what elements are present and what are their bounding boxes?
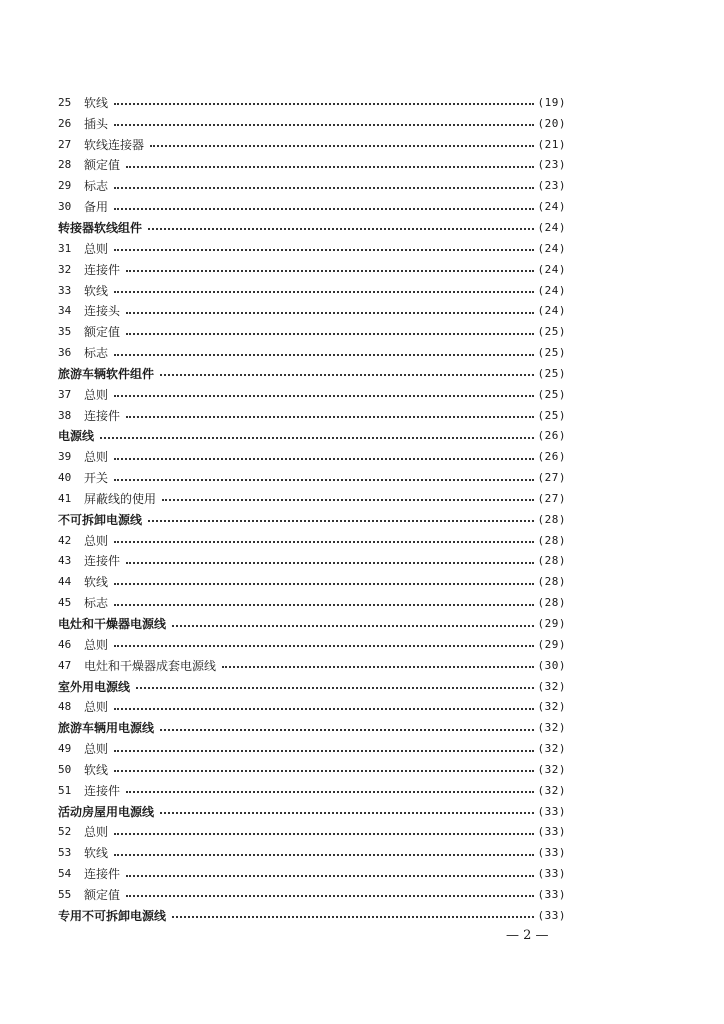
toc-entry-number: 25 xyxy=(58,95,72,109)
dot-leader xyxy=(222,666,533,668)
toc-entry-page: (24) xyxy=(537,304,566,318)
toc-entry-page: (33) xyxy=(537,825,566,839)
toc-entry-number: 44 xyxy=(58,575,72,589)
toc-entry xyxy=(58,384,566,405)
toc-section-heading xyxy=(58,717,566,738)
dot-leader xyxy=(136,687,533,689)
dot-leader xyxy=(114,854,533,856)
toc-entry-page: (26) xyxy=(537,429,566,443)
toc-entry xyxy=(58,446,566,467)
dot-leader xyxy=(114,770,533,772)
dot-leader xyxy=(114,187,533,189)
toc-entry-title: 软线 xyxy=(84,575,109,590)
dot-leader xyxy=(126,875,533,877)
toc-entry-title: 额定值 xyxy=(84,325,121,340)
dot-leader xyxy=(114,291,533,293)
toc-entry-title: 总则 xyxy=(84,241,109,256)
toc-entry-title: 备用 xyxy=(84,200,109,215)
toc-entry xyxy=(58,134,566,155)
dot-leader xyxy=(114,124,533,126)
toc-entry-title: 总则 xyxy=(84,637,109,652)
toc-entry xyxy=(58,634,566,655)
toc-entry-page: (28) xyxy=(537,554,566,568)
dot-leader xyxy=(126,270,533,272)
page-number: — 2 — xyxy=(506,928,549,943)
toc-entry-title: 连接件 xyxy=(84,867,121,882)
dot-leader xyxy=(126,562,533,564)
toc-entry-page: (23) xyxy=(537,179,566,193)
toc-entry-page: (29) xyxy=(537,637,566,651)
toc-entry-title: 电灶和干燥器成套电源线 xyxy=(84,658,217,673)
toc-entry xyxy=(58,113,566,134)
dot-leader xyxy=(126,416,533,418)
toc-entry-title: 连接头 xyxy=(84,304,121,319)
toc-section-heading xyxy=(58,217,566,238)
toc-entry-page: (24) xyxy=(537,262,566,276)
toc-entry-number: 51 xyxy=(58,783,72,797)
toc-entry xyxy=(58,571,566,592)
toc-entry-page: (28) xyxy=(537,596,566,610)
toc-entry-page: (19) xyxy=(537,95,566,109)
toc-entry-page: (33) xyxy=(537,867,566,881)
toc-entry-page: (33) xyxy=(537,887,566,901)
dot-leader xyxy=(114,750,533,752)
toc-entry-page: (26) xyxy=(537,450,566,464)
toc-entry-title: 额定值 xyxy=(84,887,121,902)
toc-entry-title: 总则 xyxy=(84,387,109,402)
toc-entry xyxy=(58,884,566,905)
toc-entry-number: 34 xyxy=(58,304,72,318)
toc-entry-title: 总则 xyxy=(84,825,109,840)
toc-entry-title: 标志 xyxy=(84,346,109,361)
dot-leader xyxy=(114,395,533,397)
dot-leader xyxy=(126,791,533,793)
toc-entry-page: (28) xyxy=(537,512,566,526)
toc-entry-number: 30 xyxy=(58,200,72,214)
toc-entry-number: 40 xyxy=(58,471,72,485)
toc-entry-title: 转接器软线组件 xyxy=(58,220,143,235)
toc-entry-number: 55 xyxy=(58,887,72,901)
table-of-contents xyxy=(58,92,566,926)
toc-entry-number: 28 xyxy=(58,158,72,172)
toc-entry-title: 电源线 xyxy=(58,429,95,444)
toc-entry xyxy=(58,300,566,321)
toc-entry-number: 39 xyxy=(58,450,72,464)
toc-entry-number: 35 xyxy=(58,325,72,339)
toc-entry-number: 50 xyxy=(58,762,72,776)
dot-leader xyxy=(114,103,533,105)
toc-section-heading xyxy=(58,676,566,697)
toc-entry-title: 总则 xyxy=(84,450,109,465)
dot-leader xyxy=(150,145,533,147)
toc-entry-title: 软线 xyxy=(84,846,109,861)
dot-leader xyxy=(114,645,533,647)
toc-entry-page: (27) xyxy=(537,471,566,485)
dot-leader xyxy=(172,916,533,918)
toc-entry-number: 32 xyxy=(58,262,72,276)
toc-entry-title: 活动房屋用电源线 xyxy=(58,804,155,819)
toc-entry-number: 45 xyxy=(58,596,72,610)
toc-entry-title: 软线 xyxy=(84,95,109,110)
toc-entry-page: (32) xyxy=(537,762,566,776)
dot-leader xyxy=(148,520,533,522)
toc-entry-number: 52 xyxy=(58,825,72,839)
dot-leader xyxy=(114,604,533,606)
toc-entry-title: 总则 xyxy=(84,700,109,715)
dot-leader xyxy=(126,166,533,168)
toc-entry-page: (33) xyxy=(537,846,566,860)
toc-entry-title: 连接件 xyxy=(84,262,121,277)
toc-entry-title: 额定值 xyxy=(84,158,121,173)
toc-entry xyxy=(58,551,566,572)
dot-leader xyxy=(114,833,533,835)
dot-leader xyxy=(114,354,533,356)
toc-entry xyxy=(58,759,566,780)
toc-entry-page: (32) xyxy=(537,742,566,756)
toc-entry-page: (25) xyxy=(537,387,566,401)
dot-leader xyxy=(160,812,533,814)
toc-entry-page: (24) xyxy=(537,220,566,234)
toc-entry-title: 连接件 xyxy=(84,783,121,798)
toc-entry-title: 室外用电源线 xyxy=(58,679,131,694)
dot-leader xyxy=(172,625,533,627)
toc-entry-page: (25) xyxy=(537,325,566,339)
toc-entry-title: 总则 xyxy=(84,533,109,548)
toc-entry-number: 42 xyxy=(58,533,72,547)
toc-entry-title: 旅游车辆用电源线 xyxy=(58,721,155,736)
toc-entry-page: (25) xyxy=(537,408,566,422)
toc-entry-title: 标志 xyxy=(84,596,109,611)
dot-leader xyxy=(114,249,533,251)
toc-entry xyxy=(58,342,566,363)
toc-entry xyxy=(58,738,566,759)
toc-entry-page: (32) xyxy=(537,783,566,797)
toc-entry-page: (21) xyxy=(537,137,566,151)
toc-section-heading xyxy=(58,801,566,822)
toc-entry-title: 不可拆卸电源线 xyxy=(58,512,143,527)
toc-entry-number: 49 xyxy=(58,742,72,756)
toc-entry-page: (24) xyxy=(537,283,566,297)
toc-entry-number: 33 xyxy=(58,283,72,297)
toc-section-heading xyxy=(58,613,566,634)
dot-leader xyxy=(160,729,533,731)
toc-entry-page: (27) xyxy=(537,491,566,505)
toc-entry-number: 31 xyxy=(58,241,72,255)
dot-leader xyxy=(114,583,533,585)
toc-entry-number: 43 xyxy=(58,554,72,568)
toc-entry-page: (32) xyxy=(537,700,566,714)
toc-entry-number: 38 xyxy=(58,408,72,422)
toc-entry xyxy=(58,530,566,551)
toc-entry-page: (28) xyxy=(537,533,566,547)
dot-leader xyxy=(114,208,533,210)
toc-entry xyxy=(58,842,566,863)
toc-entry-title: 开关 xyxy=(84,471,109,486)
toc-entry-page: (25) xyxy=(537,346,566,360)
toc-entry-title: 电灶和干燥器电源线 xyxy=(58,617,167,632)
toc-entry-title: 插头 xyxy=(84,116,109,131)
toc-entry xyxy=(58,238,566,259)
toc-entry xyxy=(58,92,566,113)
toc-entry-title: 连接件 xyxy=(84,554,121,569)
toc-entry xyxy=(58,259,566,280)
toc-entry xyxy=(58,863,566,884)
toc-entry-title: 连接件 xyxy=(84,408,121,423)
toc-section-heading xyxy=(58,363,566,384)
dot-leader xyxy=(126,312,533,314)
toc-entry-page: (25) xyxy=(537,366,566,380)
toc-entry xyxy=(58,405,566,426)
toc-entry-title: 软线 xyxy=(84,762,109,777)
toc-entry xyxy=(58,488,566,509)
dot-leader xyxy=(100,437,533,439)
dot-leader xyxy=(114,458,533,460)
toc-entry xyxy=(58,696,566,717)
toc-entry-page: (28) xyxy=(537,575,566,589)
toc-entry-number: 53 xyxy=(58,846,72,860)
toc-entry-number: 36 xyxy=(58,346,72,360)
toc-entry xyxy=(58,592,566,613)
toc-entry-title: 软线 xyxy=(84,283,109,298)
toc-entry-number: 29 xyxy=(58,179,72,193)
dot-leader xyxy=(148,228,533,230)
toc-entry-number: 37 xyxy=(58,387,72,401)
toc-entry-page: (24) xyxy=(537,200,566,214)
dot-leader xyxy=(162,499,533,501)
dot-leader xyxy=(160,374,533,376)
toc-entry-page: (33) xyxy=(537,908,566,922)
toc-entry-page: (30) xyxy=(537,658,566,672)
toc-entry-page: (33) xyxy=(537,804,566,818)
toc-entry-number: 54 xyxy=(58,867,72,881)
toc-entry-title: 旅游车辆软件组件 xyxy=(58,366,155,381)
toc-entry xyxy=(58,780,566,801)
toc-section-heading xyxy=(58,905,566,926)
toc-entry xyxy=(58,175,566,196)
toc-entry-page: (23) xyxy=(537,158,566,172)
dot-leader xyxy=(114,479,533,481)
toc-entry-number: 48 xyxy=(58,700,72,714)
toc-entry-page: (32) xyxy=(537,679,566,693)
toc-entry-title: 标志 xyxy=(84,179,109,194)
toc-entry-number: 47 xyxy=(58,658,72,672)
toc-entry-number: 41 xyxy=(58,491,72,505)
toc-entry xyxy=(58,655,566,676)
toc-entry-number: 26 xyxy=(58,116,72,130)
toc-entry-page: (20) xyxy=(537,116,566,130)
toc-entry-page: (32) xyxy=(537,721,566,735)
toc-entry-title: 专用不可拆卸电源线 xyxy=(58,908,167,923)
dot-leader xyxy=(114,708,533,710)
toc-section-heading xyxy=(58,426,566,447)
dot-leader xyxy=(126,895,533,897)
toc-entry xyxy=(58,822,566,843)
toc-entry-page: (24) xyxy=(537,241,566,255)
toc-entry xyxy=(58,196,566,217)
dot-leader xyxy=(114,541,533,543)
toc-entry xyxy=(58,280,566,301)
toc-entry-title: 软线连接器 xyxy=(84,137,145,152)
toc-entry-page: (29) xyxy=(537,617,566,631)
dot-leader xyxy=(126,333,533,335)
toc-entry-title: 屏蔽线的使用 xyxy=(84,491,157,506)
toc-entry-number: 27 xyxy=(58,137,72,151)
toc-entry-number: 46 xyxy=(58,637,72,651)
toc-entry xyxy=(58,321,566,342)
toc-entry xyxy=(58,155,566,176)
toc-entry-title: 总则 xyxy=(84,742,109,757)
toc-entry xyxy=(58,467,566,488)
toc-section-heading xyxy=(58,509,566,530)
